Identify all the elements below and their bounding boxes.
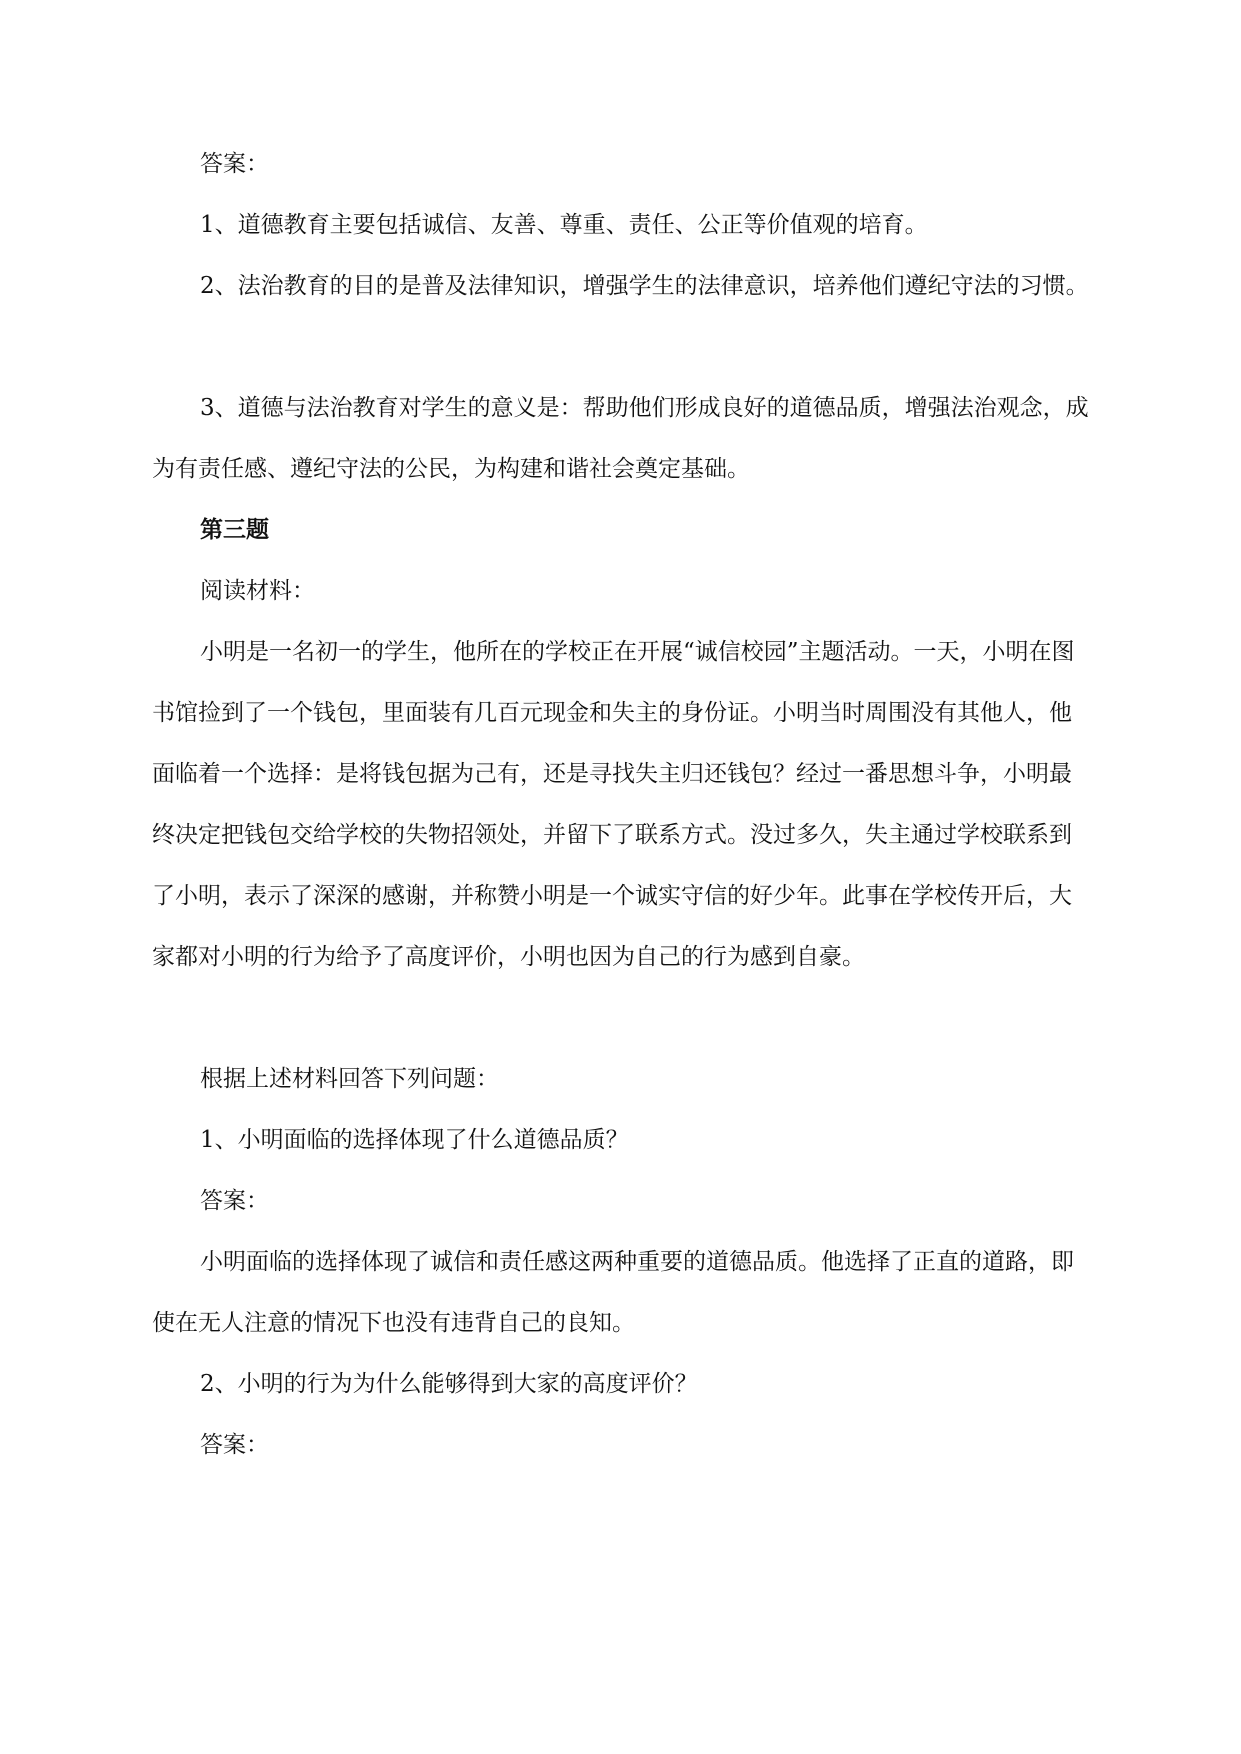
reading-material-label: 阅读材料： <box>200 578 315 604</box>
question-1: 1、小明面临的选择体现了什么道德品质？ <box>200 1127 629 1153</box>
questions-intro: 根据上述材料回答下列问题： <box>200 1066 499 1092</box>
answer-question-1: 小明面临的选择体现了诚信和责任感这两种重要的道德品质。他选择了正直的道路，即使在无人注意的情况下也没有违背自己的良知。 <box>152 1249 1074 1336</box>
answer-item-2: 2、法治教育的目的是普及法律知识，增强学生的法律意识，培养他们遵纪守法的习惯。 <box>200 273 1089 299</box>
answer-item-1: 1、道德教育主要包括诚信、友善、尊重、责任、公正等价值观的培育。 <box>200 212 928 238</box>
section-heading-third-question: 第三题 <box>200 517 269 543</box>
answer-label-3: 答案： <box>200 1432 269 1458</box>
reading-material-text: 小明是一名初一的学生，他所在的学校正在开展“诚信校园”主题活动。一天，小明在图书馆捡到了一个钱包，里面装有几百元现金和失主的身份证。小明当时周围没有其他人，他面临着一个选择：是将钱包据为己有，还是寻找失主归还钱包？经过一番思想斗争，小明最终决定把钱包交给学校的失物招领处，并留下了联系方式。没过多久，失主通过学校联系到了小明，表示了深深的感谢，并称赞小明是一个诚实守信的好少年。此事在学校传开后，大家都对小明的行为给予了高度评价，小明也因为自己的行为感到自豪。 <box>152 639 1075 970</box>
answer-label-1: 答案： <box>200 151 269 177</box>
answer-item-3: 3、道德与法治教育对学生的意义是：帮助他们形成良好的道德品质，增强法治观念，成为有责任感、遵纪守法的公民，为构建和谐社会奠定基础。 <box>152 395 1089 482</box>
answer-label-2: 答案： <box>200 1188 269 1214</box>
question-2: 2、小明的行为为什么能够得到大家的高度评价？ <box>200 1371 698 1397</box>
